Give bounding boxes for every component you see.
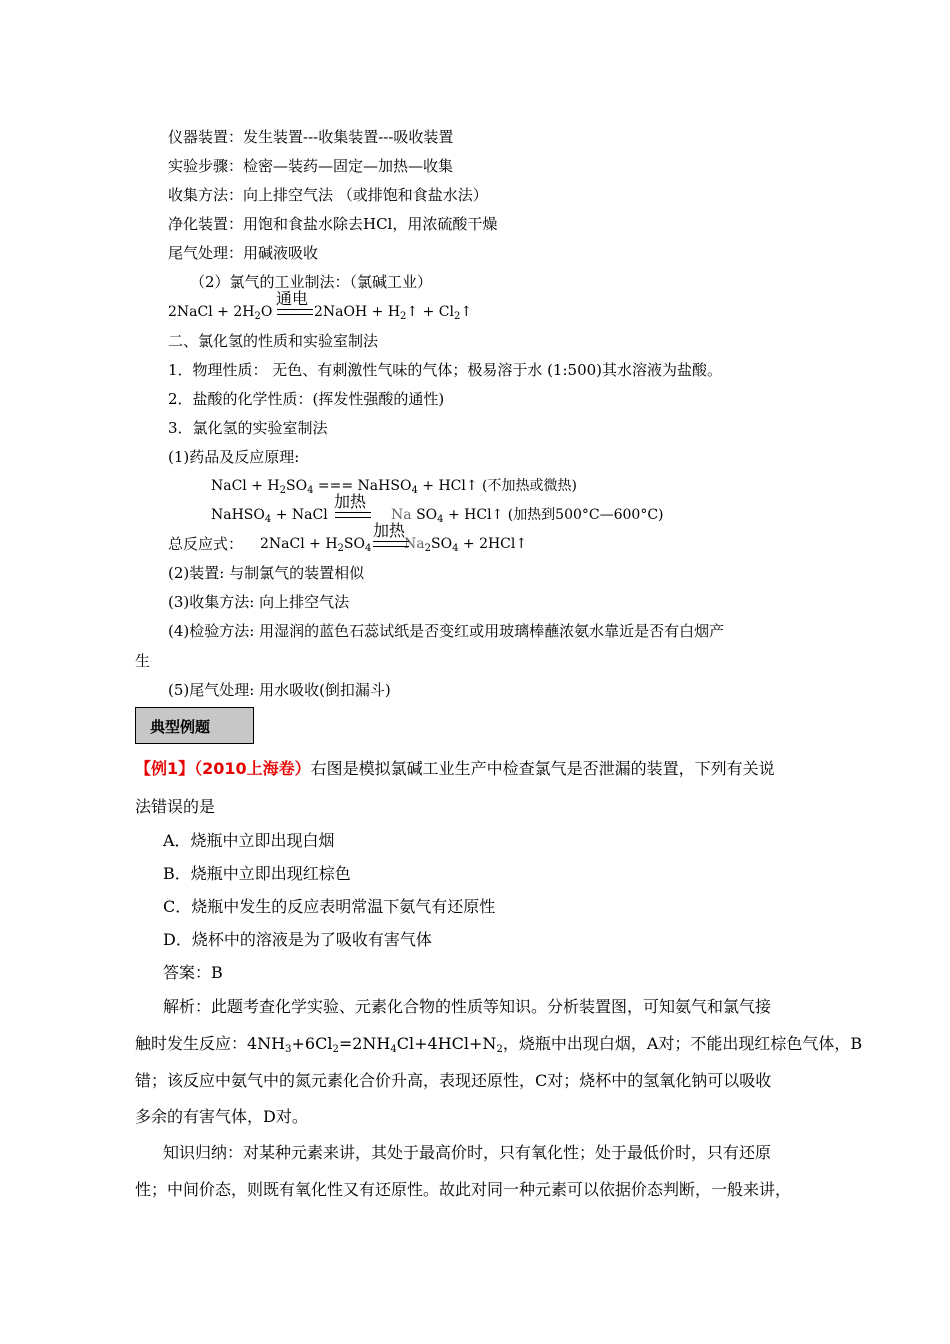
text-line: 仪器装置：发生装置---收集装置---吸收装置 xyxy=(168,128,454,146)
analysis-line: 错；该反应中氨气中的氮元素化合价升高，表现还原性，C对；烧杯中的氢氧化钠可以吸收 xyxy=(135,1071,772,1090)
equals-sign xyxy=(335,512,371,518)
reaction-3-right: $Na_2SO_4$ + 2HCl↑ xyxy=(404,536,528,554)
text-line: 2．盐酸的化学性质：(挥发性强酸的通性) xyxy=(168,390,445,408)
text-line: 3．氯化氢的实验室制法 xyxy=(168,419,328,437)
text-line: 收集方法：向上排空气法 （或排饱和食盐水法） xyxy=(168,186,488,204)
analysis-line: 触时发生反应：$4NH_3+6Cl_2=2NH_4Cl+4HCl+N_2$，烧瓶中出现白烟，A对；不能出现红棕色气体，B xyxy=(135,1034,863,1055)
text-line: 法错误的是 xyxy=(135,797,216,816)
text-line: (3)收集方法: 向上排空气法 xyxy=(168,593,350,611)
typical-examples-box xyxy=(135,707,254,744)
example-tag: 【例1】（2010上海卷） xyxy=(135,759,311,778)
reaction-2-left: NaHSO$_4$ + NaCl xyxy=(211,507,328,525)
equation-electrolysis: 2NaCl + $2H_2O$ xyxy=(168,304,273,322)
option-b: B．烧瓶中立即出现红棕色 xyxy=(163,864,351,883)
text-line: （2）氯气的工业制法：（氯碱工业） xyxy=(190,273,433,291)
text-line: 实验步骤：检密—装药—固定—加热—收集 xyxy=(168,157,454,175)
section-heading: 二、氯化氢的性质和实验室制法 xyxy=(168,332,379,350)
reaction-2-right: Na $SO_4$ + HCl↑ (加热到500°C—600°C) xyxy=(391,507,664,525)
knowledge-line: 性；中间价态，则既有氧化性又有还原性。故此对同一种元素可以依据价态判断，一般来讲， xyxy=(135,1180,792,1199)
analysis-line: 解析：此题考查化学实验、元素化合物的性质等知识。分析装置图，可知氨气和氯气接 xyxy=(163,997,772,1016)
text-line: (1)药品及反应原理: xyxy=(168,448,300,466)
text-line: 1．物理性质： 无色、有刺激性气味的气体；极易溶于水 (1:500)其水溶液为盐酸。 xyxy=(168,361,723,379)
text-line: (5)尾气处理: 用水吸收(倒扣漏斗) xyxy=(168,681,391,699)
total-reaction-label: 总反应式： xyxy=(168,535,244,553)
option-c: C．烧瓶中发生的反应表明常温下氨气有还原性 xyxy=(163,897,496,916)
text-line: 净化装置：用饱和食盐水除去HCl，用浓硫酸干燥 xyxy=(168,215,498,233)
reaction-condition: 加热 xyxy=(334,492,367,511)
equals-sign xyxy=(277,309,313,315)
equation-products: 2NaOH + $H_2↑$ + $Cl_2↑$ xyxy=(314,304,473,322)
reaction-1: NaCl + $H_2SO_4$ === NaHSO$_4$ + HCl↑ (不加热或微热) xyxy=(211,478,577,496)
reaction-condition: 加热 xyxy=(373,521,406,540)
analysis-line: 多余的有害气体，D对。 xyxy=(135,1107,308,1126)
text-line: (2)装置: 与制氯气的装置相似 xyxy=(168,564,365,582)
text-line: (4)检验方法: 用湿润的蓝色石蕊试纸是否变红或用玻璃棒蘸浓氨水靠近是否有白烟产 xyxy=(168,622,725,640)
reaction-condition: 通电 xyxy=(276,289,309,308)
reaction-3-left: 2NaCl + $H_2SO_4$ xyxy=(260,536,372,554)
box-title: 典型例题 xyxy=(150,718,211,736)
text-line: 生 xyxy=(135,652,151,670)
knowledge-line: 知识归纳：对某种元素来讲，其处于最高价时，只有氧化性；处于最低价时，只有还原 xyxy=(163,1143,772,1162)
answer: 答案：B xyxy=(163,963,223,982)
option-a: A．烧瓶中立即出现白烟 xyxy=(163,831,335,850)
option-d: D．烧杯中的溶液是为了吸收有害气体 xyxy=(163,930,432,949)
example-question-line: 【例1】（2010上海卷）右图是模拟氯碱工业生产中检查氯气是否泄漏的装置，下列有关说 xyxy=(135,759,775,778)
text-line: 尾气处理：用碱液吸收 xyxy=(168,244,319,262)
